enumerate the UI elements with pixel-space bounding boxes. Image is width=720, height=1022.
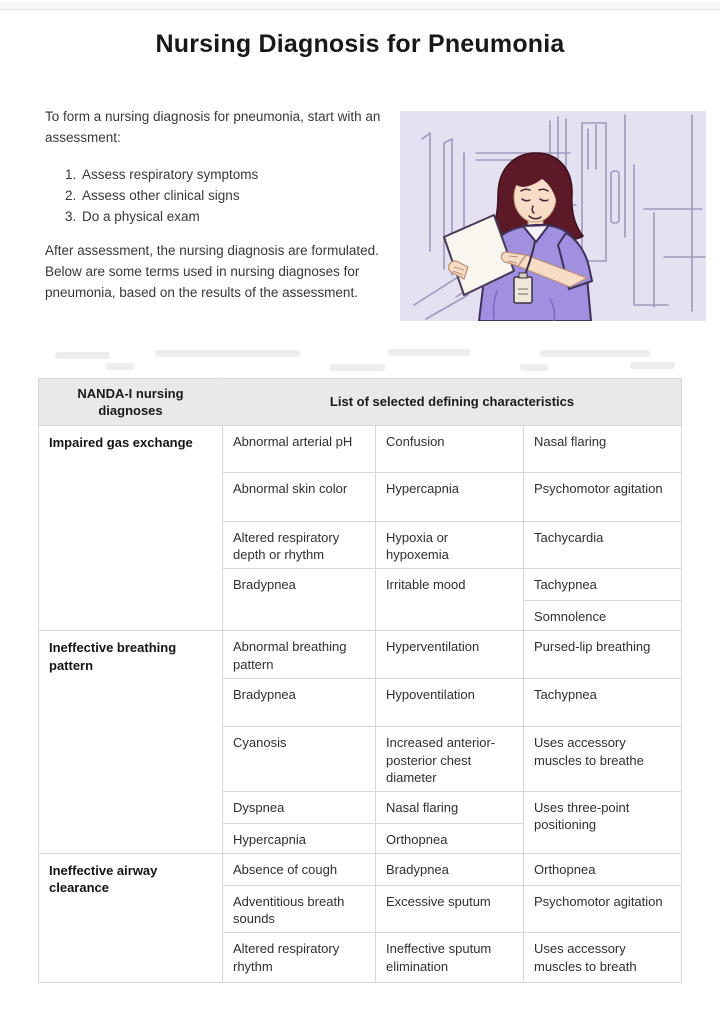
table-cell: Somnolence	[524, 601, 682, 631]
faded-text-artifact	[105, 363, 135, 370]
assessment-step: 2. Assess other clinical signs	[80, 185, 387, 206]
table-row	[39, 426, 682, 473]
table-row	[39, 854, 682, 886]
table-cell: Excessive sputum	[376, 886, 524, 933]
table-cell: Hyperventilation	[376, 631, 524, 679]
header-nanda-diagnoses-label: NANDA-I nursing diagnoses	[77, 385, 184, 418]
table-cell: Hypercapnia	[376, 473, 524, 522]
header-nanda-diagnoses	[39, 379, 223, 426]
table-cell: Abnormal arterial pH	[223, 426, 376, 473]
table-cell: Abnormal breathing pattern	[223, 631, 376, 679]
table-cell: Pursed-lip breathing	[524, 631, 682, 679]
faded-text-artifact	[388, 349, 470, 356]
top-strip	[0, 2, 720, 10]
assessment-steps-list	[45, 164, 387, 227]
table-cell: Hypoventilation	[376, 679, 524, 727]
table-cell: Psychomotor agitation	[524, 473, 682, 522]
table-cell: Psychomotor agitation	[524, 886, 682, 933]
table-header-row	[39, 379, 682, 426]
table-cell: Confusion	[376, 426, 524, 473]
faded-text-artifact	[55, 352, 110, 359]
table-cell: Orthopnea	[524, 854, 682, 886]
page-title: Nursing Diagnosis for Pneumonia	[155, 30, 565, 58]
table-cell: Uses accessory muscles to breath	[524, 933, 682, 983]
table-cell: Hypoxia or hypoxemia	[376, 522, 524, 569]
faded-text-artifact	[520, 364, 548, 371]
diagnosis-table	[38, 378, 682, 983]
table-cell: Bradypnea	[376, 854, 524, 886]
intro-paragraph-2: After assessment, the nursing diagnosis are formulated. Below are some terms used in nursing diagnoses for pneumonia, based on the results of the assessment.	[45, 243, 379, 300]
table-cell: Bradypnea	[223, 569, 376, 631]
header-defining-characteristics: List of selected defining characteristics	[223, 379, 682, 426]
assessment-step: 3. Do a physical exam	[80, 206, 387, 227]
faded-text-artifact	[630, 362, 675, 369]
table-row	[39, 631, 682, 679]
table-cell: Increased anterior-posterior chest diameter	[376, 727, 524, 791]
table-cell: Bradypnea	[223, 679, 376, 727]
table-cell: Altered respiratory depth or rhythm	[223, 522, 376, 569]
intro-paragraph-1: To form a nursing diagnosis for pneumonia, start with an assessment:	[45, 109, 381, 145]
table-cell: Dyspnea	[223, 791, 376, 823]
faded-text-artifact	[540, 350, 650, 357]
table-cell: Adventitious breath sounds	[223, 886, 376, 933]
table-cell: Abnormal skin color	[223, 473, 376, 522]
intro-section	[45, 106, 387, 303]
table-cell: Irritable mood	[376, 569, 524, 631]
table-cell: Ineffective sputum elimination	[376, 933, 524, 983]
table-cell: Orthopnea	[376, 823, 524, 853]
table-cell: Cyanosis	[223, 727, 376, 791]
table-cell: Hypercapnia	[223, 823, 376, 853]
table-cell: Uses three-point positioning	[524, 791, 682, 853]
nurse-illustration	[400, 111, 706, 321]
diagnosis-cell: Impaired gas exchange	[39, 426, 223, 631]
diagnosis-cell: Ineffective airway clearance	[39, 854, 223, 983]
table-cell: Tachypnea	[524, 679, 682, 727]
table-cell: Altered respiratory rhythm	[223, 933, 376, 983]
table-cell: Tachycardia	[524, 522, 682, 569]
faded-text-artifact	[330, 364, 385, 371]
diagnosis-cell: Ineffective breathing pattern	[39, 631, 223, 854]
table-cell: Nasal flaring	[376, 791, 524, 823]
table-cell: Uses accessory muscles to breathe	[524, 727, 682, 791]
table-cell: Absence of cough	[223, 854, 376, 886]
table-cell: Tachypnea	[524, 569, 682, 601]
assessment-step: 1. Assess respiratory symptoms	[80, 164, 387, 185]
nurse-illustration-svg	[400, 111, 706, 321]
table-cell: Nasal flaring	[524, 426, 682, 473]
faded-text-artifact	[155, 350, 300, 357]
